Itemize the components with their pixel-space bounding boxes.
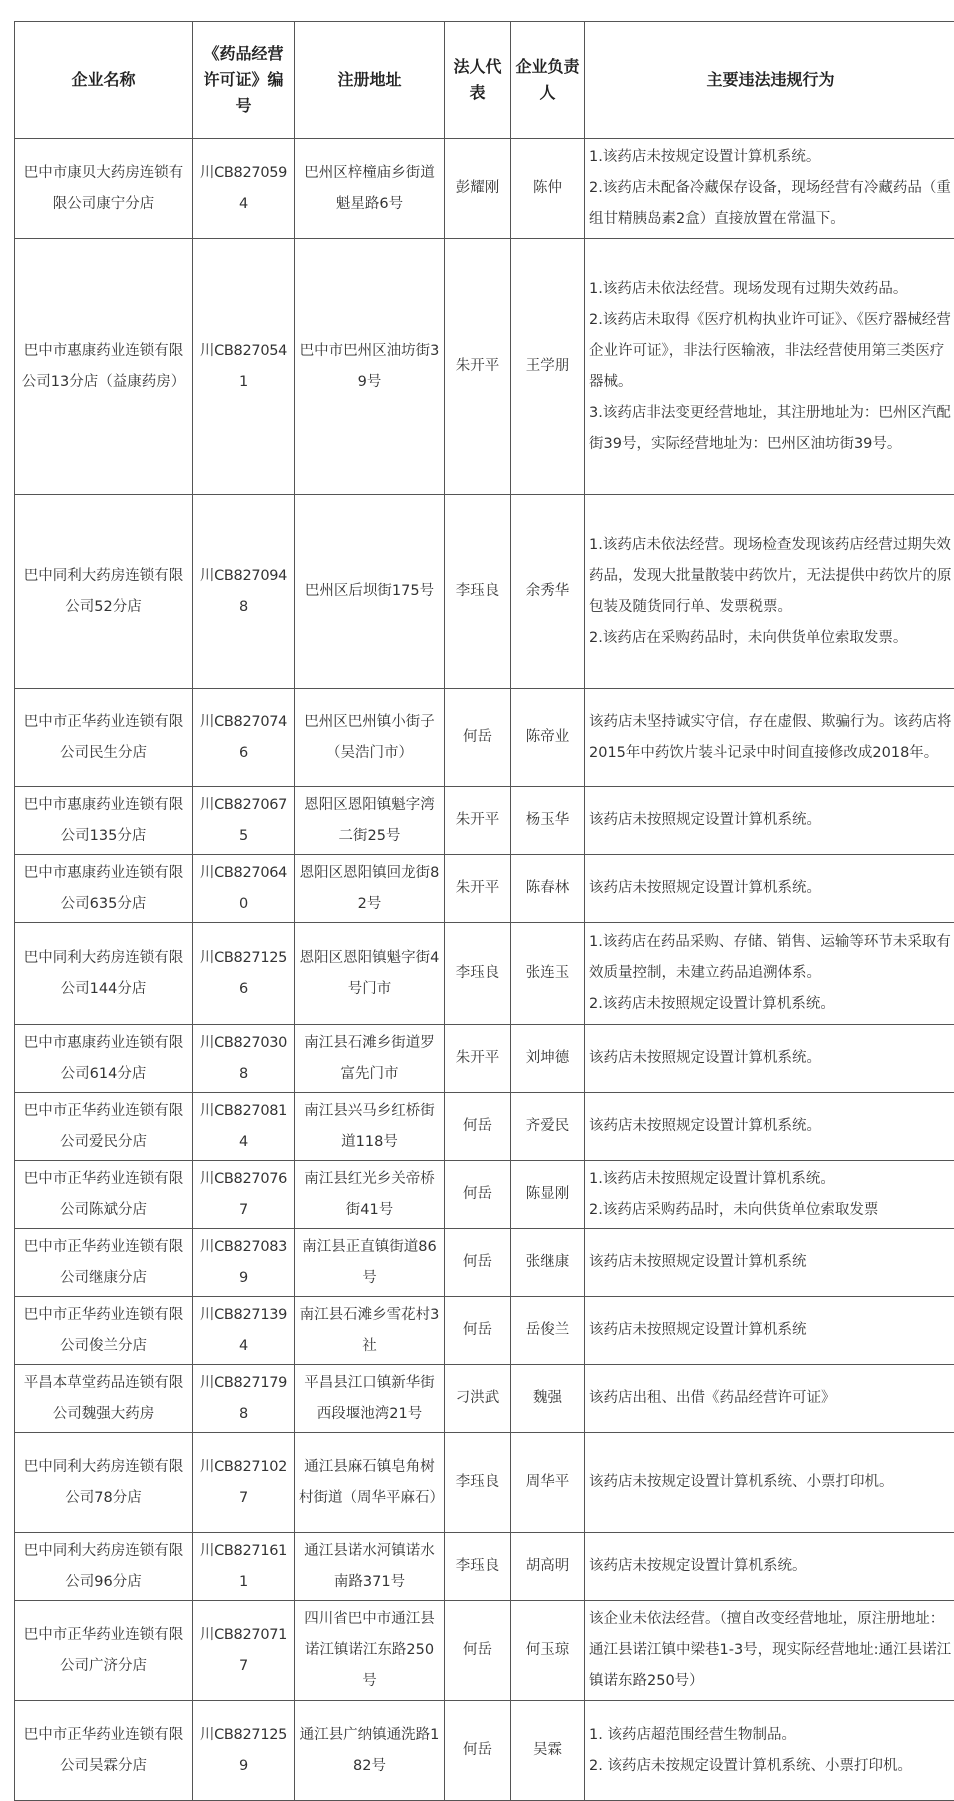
registered-address-cell: 四川省巴中市通江县诺江镇诺江东路250号 (295, 1601, 445, 1701)
violation-item: 2.该药店未配备冷藏保存设备，现场经营有冷藏药品（重组甘精胰岛素2盒）直接放置在常温下。 (589, 173, 952, 235)
registered-address-cell: 南江县兴马乡红桥街道118号 (295, 1093, 445, 1161)
license-number-cell: 川CB8271611 (193, 1533, 295, 1601)
manager-cell: 何玉琼 (511, 1601, 585, 1701)
company-name-cell: 巴中市正华药业连锁有限公司广济分店 (15, 1601, 193, 1701)
violation-item: 3.该药店非法变更经营地址，其注册地址为：巴州区汽配街39号，实际经营地址为：巴州区油坊街39号。 (589, 398, 952, 460)
manager-cell: 王学朋 (511, 239, 585, 495)
table-body (15, 139, 954, 1801)
license-number-cell: 川CB8270717 (193, 1601, 295, 1701)
violations-cell (585, 1093, 954, 1161)
table-row (15, 1229, 954, 1297)
violation-item: 该药店未按照规定设置计算机系统 (589, 1315, 952, 1346)
table-row (15, 1297, 954, 1365)
manager-cell: 杨玉华 (511, 787, 585, 855)
violation-item: 该药店未按规定设置计算机系统。 (589, 1551, 952, 1582)
table-header-row (15, 22, 954, 139)
company-name-cell: 巴中市康贝大药房连锁有限公司康宁分店 (15, 139, 193, 239)
header-manager: 企业负责人 (511, 22, 585, 139)
violation-item: 该企业未依法经营。（擅自改变经营地址，原注册地址：通江县诺江镇中梁巷1-3号，现实际经营地址:通江县诺江镇诺东路250号） (589, 1604, 952, 1697)
violations-cell (585, 495, 954, 689)
legal-representative-cell: 何岳 (445, 1229, 511, 1297)
violation-item: 该药店未按照规定设置计算机系统。 (589, 805, 952, 836)
registered-address-cell: 恩阳区恩阳镇魁字湾二街25号 (295, 787, 445, 855)
manager-cell: 陈帝业 (511, 689, 585, 787)
company-name-cell: 巴中市惠康药业连锁有限公司13分店（益康药房） (15, 239, 193, 495)
license-number-cell: 川CB8270640 (193, 855, 295, 923)
legal-representative-cell: 何岳 (445, 1093, 511, 1161)
license-number-cell: 川CB8271394 (193, 1297, 295, 1365)
violations-cell (585, 1229, 954, 1297)
registered-address-cell: 南江县红光乡关帝桥街41号 (295, 1161, 445, 1229)
company-name-cell: 巴中市惠康药业连锁有限公司135分店 (15, 787, 193, 855)
registered-address-cell: 南江县石滩乡雪花村3社 (295, 1297, 445, 1365)
table-row (15, 1533, 954, 1601)
legal-representative-cell: 朱开平 (445, 787, 511, 855)
registered-address-cell: 南江县石滩乡街道罗富先门市 (295, 1025, 445, 1093)
company-name-cell: 巴中市正华药业连锁有限公司俊兰分店 (15, 1297, 193, 1365)
violations-cell (585, 1365, 954, 1433)
legal-representative-cell: 何岳 (445, 1297, 511, 1365)
legal-representative-cell: 李珏良 (445, 923, 511, 1025)
legal-representative-cell: 朱开平 (445, 855, 511, 923)
table-row (15, 1093, 954, 1161)
header-company-name: 企业名称 (15, 22, 193, 139)
violation-item: 该药店未按照规定设置计算机系统 (589, 1247, 952, 1278)
registered-address-cell: 南江县正直镇街道86号 (295, 1229, 445, 1297)
violations-cell (585, 1601, 954, 1701)
license-number-cell: 川CB8271798 (193, 1365, 295, 1433)
violation-item: 2. 该药店未按规定设置计算机系统、小票打印机。 (589, 1751, 952, 1782)
violations-cell (585, 1297, 954, 1365)
manager-cell: 吴霖 (511, 1701, 585, 1801)
legal-representative-cell: 朱开平 (445, 239, 511, 495)
violation-item: 1.该药店在药品采购、存储、销售、运输等环节未采取有效质量控制，未建立药品追溯体系。 (589, 927, 952, 989)
license-number-cell: 川CB8270948 (193, 495, 295, 689)
violation-item: 该药店未按照规定设置计算机系统。 (589, 1043, 952, 1074)
registered-address-cell: 巴州区后坝街175号 (295, 495, 445, 689)
violations-cell (585, 1161, 954, 1229)
manager-cell: 齐爱民 (511, 1093, 585, 1161)
violation-item: 2.该药店采购药品时，未向供货单位索取发票 (589, 1195, 952, 1226)
license-number-cell: 川CB8270675 (193, 787, 295, 855)
violation-item: 1.该药店未依法经营。现场检查发现该药店经营过期失效药品，发现大批量散装中药饮片，无法提供中药饮片的原包装及随货同行单、发票税票。 (589, 530, 952, 623)
violations-cell (585, 787, 954, 855)
violations-cell (585, 1701, 954, 1801)
license-number-cell: 川CB8270308 (193, 1025, 295, 1093)
violation-item: 1. 该药店超范围经营生物制品。 (589, 1720, 952, 1751)
violations-cell (585, 923, 954, 1025)
manager-cell: 张连玉 (511, 923, 585, 1025)
violation-item: 2.该药店未取得《医疗机构执业许可证》、《医疗器械经营企业许可证》，非法行医输液，非法经营使用第三类医疗器械。 (589, 305, 952, 398)
violation-item: 该药店未坚持诚实守信，存在虚假、欺骗行为。该药店将2015年中药饮片装斗记录中时间直接修改成2018年。 (589, 707, 952, 769)
registered-address-cell: 通江县麻石镇皂角树村街道（周华平麻石） (295, 1433, 445, 1533)
company-name-cell: 巴中同利大药房连锁有限公司96分店 (15, 1533, 193, 1601)
violation-item: 2.该药店在采购药品时，未向供货单位索取发票。 (589, 623, 952, 654)
table-row (15, 495, 954, 689)
manager-cell: 岳俊兰 (511, 1297, 585, 1365)
company-name-cell: 巴中市惠康药业连锁有限公司614分店 (15, 1025, 193, 1093)
manager-cell: 陈仲 (511, 139, 585, 239)
company-name-cell: 巴中同利大药房连锁有限公司144分店 (15, 923, 193, 1025)
legal-representative-cell: 李珏良 (445, 495, 511, 689)
company-name-cell: 巴中市正华药业连锁有限公司吴霖分店 (15, 1701, 193, 1801)
license-number-cell: 川CB8270746 (193, 689, 295, 787)
registered-address-cell: 恩阳区恩阳镇回龙街82号 (295, 855, 445, 923)
table-row (15, 787, 954, 855)
company-name-cell: 巴中市惠康药业连锁有限公司635分店 (15, 855, 193, 923)
company-name-cell: 巴中市正华药业连锁有限公司陈斌分店 (15, 1161, 193, 1229)
violation-item: 该药店未按照规定设置计算机系统。 (589, 873, 952, 904)
legal-representative-cell: 刁洪武 (445, 1365, 511, 1433)
table-row (15, 1601, 954, 1701)
table-row (15, 855, 954, 923)
company-name-cell: 巴中市正华药业连锁有限公司爱民分店 (15, 1093, 193, 1161)
table-row (15, 1025, 954, 1093)
license-number-cell: 川CB8270767 (193, 1161, 295, 1229)
manager-cell: 周华平 (511, 1433, 585, 1533)
license-number-cell: 川CB8270541 (193, 239, 295, 495)
violations-cell (585, 1025, 954, 1093)
header-registered-address: 注册地址 (295, 22, 445, 139)
table-row (15, 1365, 954, 1433)
violation-item: 该药店未按规定设置计算机系统、小票打印机。 (589, 1467, 952, 1498)
violations-cell (585, 1433, 954, 1533)
table-row (15, 923, 954, 1025)
header-legal-representative: 法人代表 (445, 22, 511, 139)
license-number-cell: 川CB8271259 (193, 1701, 295, 1801)
company-name-cell: 平昌本草堂药品连锁有限公司魏强大药房 (15, 1365, 193, 1433)
violations-cell (585, 239, 954, 495)
manager-cell: 刘坤德 (511, 1025, 585, 1093)
registered-address-cell: 巴州区巴州镇小街子（吴浩门市） (295, 689, 445, 787)
table-row (15, 689, 954, 787)
legal-representative-cell: 何岳 (445, 1161, 511, 1229)
violation-item: 该药店出租、出借《药品经营许可证》 (589, 1383, 952, 1414)
violation-item: 2.该药店未按照规定设置计算机系统。 (589, 989, 952, 1020)
violations-cell (585, 689, 954, 787)
header-license-number: 《药品经营许可证》编号 (193, 22, 295, 139)
violation-item: 该药店未按照规定设置计算机系统。 (589, 1111, 952, 1142)
violations-cell (585, 139, 954, 239)
company-name-cell: 巴中市正华药业连锁有限公司民生分店 (15, 689, 193, 787)
registered-address-cell: 通江县诺水河镇诺水南路371号 (295, 1533, 445, 1601)
legal-representative-cell: 朱开平 (445, 1025, 511, 1093)
manager-cell: 陈显刚 (511, 1161, 585, 1229)
license-number-cell: 川CB8270594 (193, 139, 295, 239)
manager-cell: 陈春林 (511, 855, 585, 923)
registered-address-cell: 通江县广纳镇通洗路182号 (295, 1701, 445, 1801)
legal-representative-cell: 李珏良 (445, 1533, 511, 1601)
license-number-cell: 川CB8271256 (193, 923, 295, 1025)
manager-cell: 张继康 (511, 1229, 585, 1297)
license-number-cell: 川CB8270839 (193, 1229, 295, 1297)
violations-cell (585, 855, 954, 923)
table-row (15, 1161, 954, 1229)
legal-representative-cell: 何岳 (445, 1601, 511, 1701)
legal-representative-cell: 何岳 (445, 1701, 511, 1801)
violations-table (14, 21, 954, 1801)
license-number-cell: 川CB8271027 (193, 1433, 295, 1533)
registered-address-cell: 巴州区梓橦庙乡街道魁星路6号 (295, 139, 445, 239)
violation-item: 1.该药店未按照规定设置计算机系统。 (589, 1164, 952, 1195)
registered-address-cell: 平昌县江口镇新华街西段堰池湾21号 (295, 1365, 445, 1433)
violations-cell (585, 1533, 954, 1601)
registered-address-cell: 巴中市巴州区油坊街39号 (295, 239, 445, 495)
manager-cell: 余秀华 (511, 495, 585, 689)
table-row (15, 1701, 954, 1801)
license-number-cell: 川CB8270814 (193, 1093, 295, 1161)
legal-representative-cell: 李珏良 (445, 1433, 511, 1533)
legal-representative-cell: 何岳 (445, 689, 511, 787)
registered-address-cell: 恩阳区恩阳镇魁字街4号门市 (295, 923, 445, 1025)
manager-cell: 魏强 (511, 1365, 585, 1433)
header-violations: 主要违法违规行为 (585, 22, 954, 139)
legal-representative-cell: 彭耀刚 (445, 139, 511, 239)
table-row (15, 239, 954, 495)
violation-item: 1.该药店未按规定设置计算机系统。 (589, 142, 952, 173)
table-row (15, 1433, 954, 1533)
manager-cell: 胡高明 (511, 1533, 585, 1601)
violation-item: 1.该药店未依法经营。现场发现有过期失效药品。 (589, 274, 952, 305)
company-name-cell: 巴中同利大药房连锁有限公司78分店 (15, 1433, 193, 1533)
table-row (15, 139, 954, 239)
company-name-cell: 巴中同利大药房连锁有限公司52分店 (15, 495, 193, 689)
company-name-cell: 巴中市正华药业连锁有限公司继康分店 (15, 1229, 193, 1297)
